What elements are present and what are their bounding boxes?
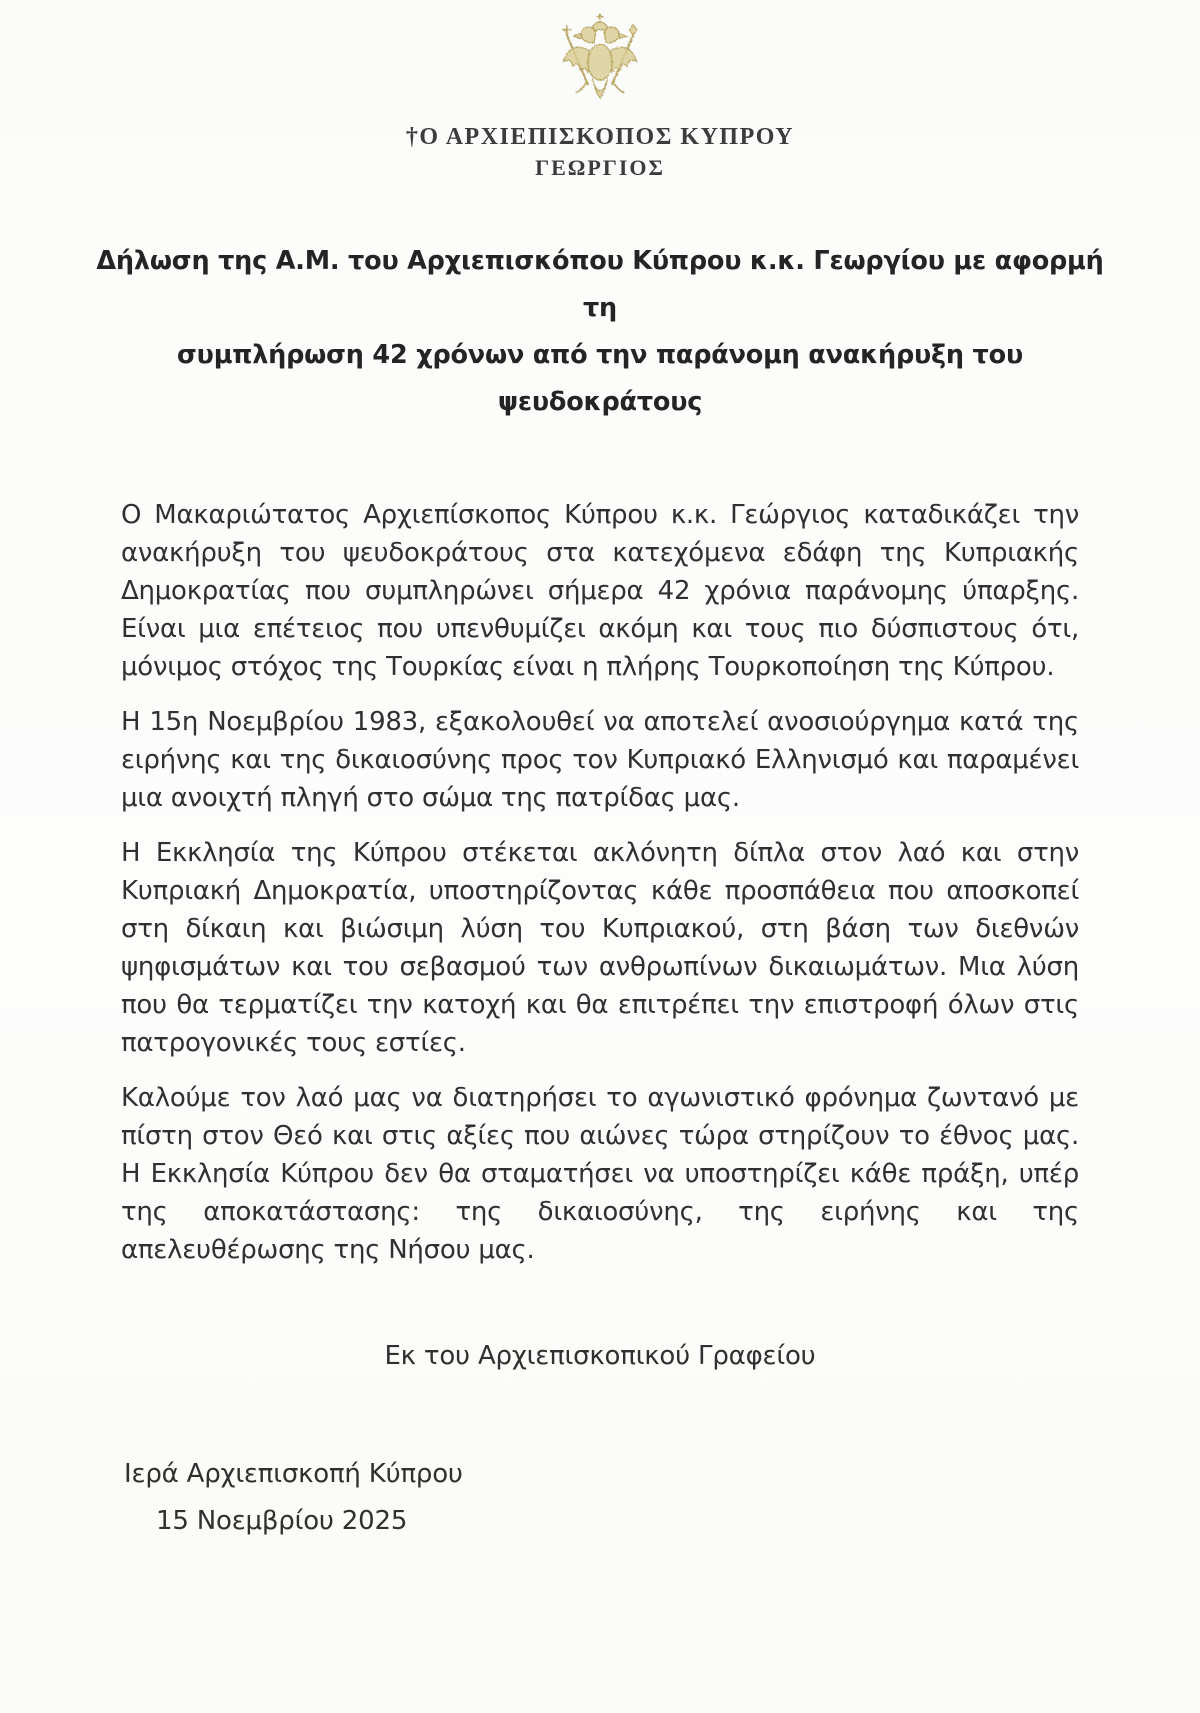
closing-line: Εκ του Αρχιεπισκοπικού Γραφείου <box>384 1341 816 1371</box>
paragraph-anniversary: Η 15η Νοεμβρίου 1983, εξακολουθεί να αποτελεί ανοσιούργημα κατά της ειρήνης και της δικαιοσύνης προς τον Κυπριακό Ελληνισμό και παραμένει μια ανοιχτή πληγή στο σώμα της πατρίδας μας. <box>121 707 1079 813</box>
eagle-crest-icon <box>515 12 685 114</box>
statement-body <box>121 496 1079 1269</box>
document-title <box>90 238 1110 426</box>
date-line: 15 Νοεμβρίου 2025 <box>156 1506 408 1536</box>
organization-line: Ιερά Αρχιεπισκοπή Κύπρου <box>124 1459 463 1489</box>
letterhead-title: †Ο ΑΡΧΙΕΠΙΣΚΟΠΟΣ ΚΥΠΡΟΥ <box>405 124 795 150</box>
document-title-line2: συμπλήρωση 42 χρόνων από την παράνομη ανακήρυξη του ψευδοκράτους <box>177 340 1023 417</box>
paragraph-condemnation: Ο Μακαριώτατος Αρχιεπίσκοπος Κύπρου κ.κ. Γεώργιος καταδικάζει την ανακήρυξη του ψευδοκράτους στα κατεχόμενα εδάφη της Κυπριακής Δημοκρατίας που συμπληρώνει σήμερα 42 χρόνια παράνομης ύπαρξης. Είναι μια επέτειος που υπενθυμίζει ακόμη και τους πιο δύσπιστους ότι, μόνιμος στόχος της Τουρκίας είναι η πλήρης Τουρκοποίηση της Κύπρου. <box>121 500 1079 682</box>
paragraph-call-to-people: Καλούμε τον λαό μας να διατηρήσει το αγωνιστικό φρόνημα ζωντανό με πίστη στον Θεό και στις αξίες που αιώνες τώρα στηρίζουν το έθνος μας. Η Εκκλησία Κύπρου δεν θα σταματήσει να υποστηρίζει κάθε πράξη, υπέρ της αποκατάστασης: της δικαιοσύνης, της ειρήνης και της απελευθέρωσης της Νήσου μας. <box>121 1083 1079 1265</box>
letterhead <box>0 0 1200 182</box>
paragraph-church-support: Η Εκκλησία της Κύπρου στέκεται ακλόνητη δίπλα στον λαό και στην Κυπριακή Δημοκρατία, υποστηρίζοντας κάθε προσπάθεια που αποσκοπεί στη δίκαιη και βιώσιμη λύση του Κυπριακού, στη βάση των διεθνών ψηφισμάτων και του σεβασμού των ανθρωπίνων δικαιωμάτων. Μια λύση που θα τερματίζει την κατοχή και θα επιτρέπει την επιστροφή όλων στις πατρογονικές τους εστίες. <box>121 838 1079 1058</box>
letterhead-name: ΓΕΩΡΓΙΟΣ <box>535 155 665 180</box>
document-title-line1: Δήλωση της Α.Μ. του Αρχιεπισκόπου Κύπρου κ.κ. Γεωργίου με αφορμή τη <box>96 246 1104 323</box>
signature-block <box>0 1459 1200 1536</box>
